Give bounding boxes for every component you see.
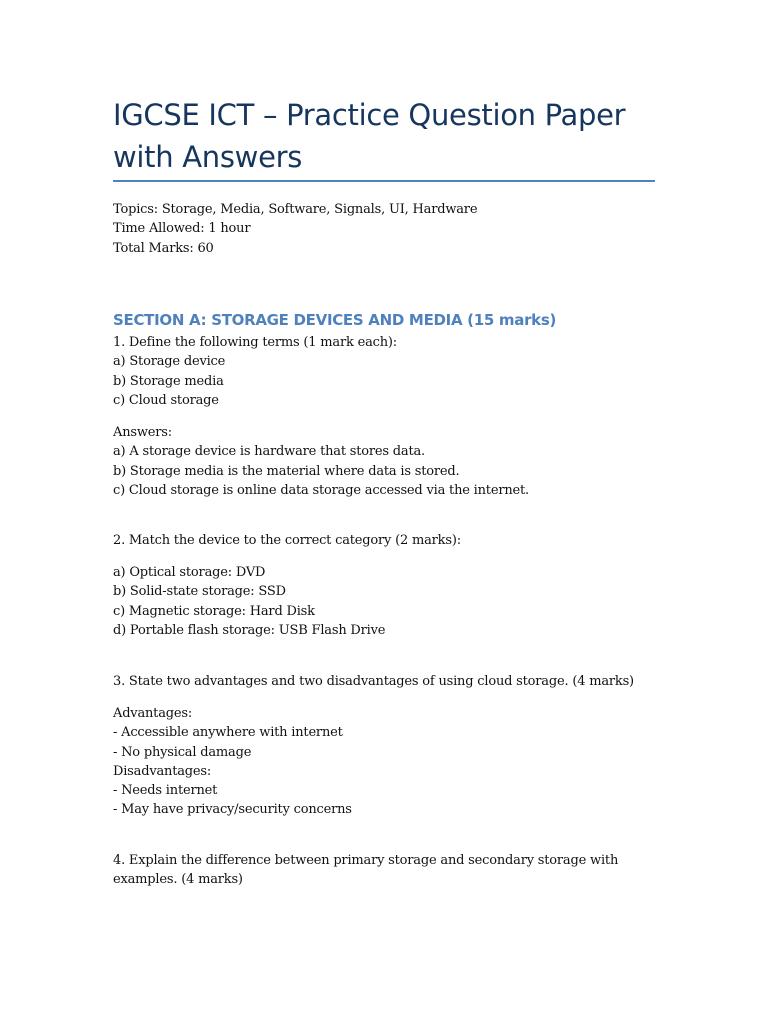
disadvantage-item: - May have privacy/security concerns bbox=[113, 802, 352, 818]
answer-item: a) A storage device is hardware that stores data. bbox=[113, 444, 425, 460]
document-title: IGCSE ICT – Practice Question Paper with Answers bbox=[113, 98, 626, 174]
answer-item: b) Storage media is the material where data is stored. bbox=[113, 463, 460, 479]
answer-item: c) Cloud storage is online data storage accessed via the internet. bbox=[113, 482, 529, 498]
advantages-label: Advantages: bbox=[113, 706, 193, 721]
answer-item: c) Magnetic storage: Hard Disk bbox=[113, 603, 315, 619]
answer-item: b) Solid-state storage: SSD bbox=[113, 584, 286, 600]
question-1-answers bbox=[113, 423, 655, 500]
section-a-heading: SECTION A: STORAGE DEVICES AND MEDIA (15 marks) bbox=[113, 311, 557, 329]
disadvantages-label: Disadvantages: bbox=[113, 763, 212, 779]
answer-item: d) Portable flash storage: USB Flash Drive bbox=[113, 622, 386, 638]
question-2-answers bbox=[113, 563, 655, 640]
question-1-part: c) Cloud storage bbox=[113, 392, 219, 408]
advantage-item: - No physical damage bbox=[113, 744, 252, 760]
paper-meta bbox=[113, 200, 655, 258]
meta-marks: Total Marks: 60 bbox=[113, 240, 214, 256]
question-2 bbox=[113, 531, 655, 550]
disadvantage-item: - Needs internet bbox=[113, 783, 218, 799]
question-2-text: 2. Match the device to the correct category (2 marks): bbox=[113, 533, 461, 548]
question-1-part: b) Storage media bbox=[113, 373, 224, 389]
question-4 bbox=[113, 851, 655, 890]
answers-label: Answers: bbox=[113, 425, 172, 440]
meta-time: Time Allowed: 1 hour bbox=[113, 221, 251, 237]
question-3-answers bbox=[113, 704, 655, 820]
answer-item: a) Optical storage: DVD bbox=[113, 565, 266, 580]
question-1-part: a) Storage device bbox=[113, 354, 226, 370]
question-1-text: 1. Define the following terms (1 mark each): bbox=[113, 335, 397, 350]
meta-topics: Topics: Storage, Media, Software, Signals, UI, Hardware bbox=[113, 202, 478, 217]
question-3 bbox=[113, 672, 655, 691]
advantage-item: - Accessible anywhere with internet bbox=[113, 725, 343, 741]
question-3-text: 3. State two advantages and two disadvantages of using cloud storage. (4 marks) bbox=[113, 674, 634, 689]
title-divider bbox=[113, 180, 655, 182]
question-4-text: 4. Explain the difference between primary storage and secondary storage with examples. (4 marks) bbox=[113, 853, 623, 888]
question-1 bbox=[113, 333, 655, 410]
